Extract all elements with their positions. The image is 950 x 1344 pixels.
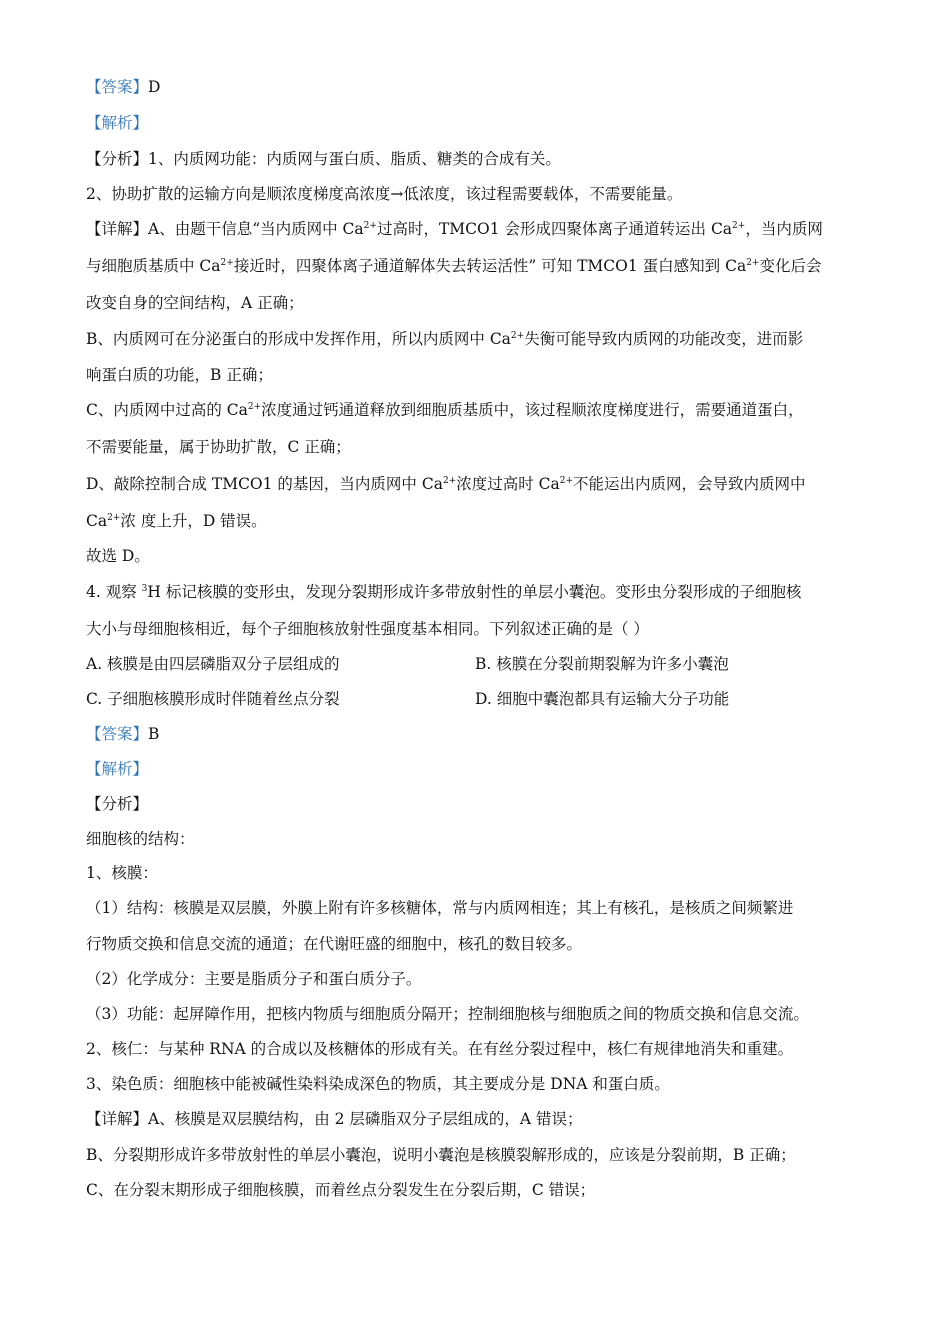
analysis-tag: 【解析】: [86, 114, 149, 132]
q3-detail-b-line1: [86, 327, 803, 349]
text-run: 失衡可能导致内质网的功能改变，进而影: [524, 330, 804, 348]
text-run: 接近时，四聚体离子通道解体失去转运活性” 可知 TMCO1 蛋白感知到 Ca: [233, 257, 747, 275]
answer-tag: 【答案】: [86, 78, 149, 96]
text-run: A、核膜是双层膜结构，由 2 层磷脂双分子层组成的，A 错误；: [148, 1110, 583, 1128]
charge-sup: 2+: [746, 258, 760, 268]
q4-option-c: C. 子细胞核膜形成时伴随着丝点分裂: [86, 690, 340, 708]
q3-detail-c-line2: 不需要能量，属于协助扩散，C 正确；: [86, 438, 351, 456]
charge-sup: 2+: [107, 513, 121, 523]
q3-answer-line: [86, 75, 160, 97]
fenxi-text: 1、内质网功能：内质网与蛋白质、脂质、糖类的合成有关。: [148, 150, 561, 168]
text-run: 浓 度上升，D 错误。: [120, 512, 267, 530]
q4-stem-line2: 大小与母细胞核相近，每个子细胞核放射性强度基本相同。下列叙述正确的是（ ）: [86, 620, 649, 638]
isotope-sup: 3: [141, 584, 148, 594]
q4-answer-line: [86, 722, 159, 744]
q3-detail-a-line3: 改变自身的空间结构，A 正确；: [86, 294, 304, 312]
q4-fenxi-line: 2、核仁：与某种 RNA 的合成以及核糖体的形成有关。在有丝分裂过程中，核仁有规律地消失和重建。: [86, 1040, 794, 1058]
analysis-tag: 【解析】: [86, 760, 149, 778]
q4-fenxi-line: （1）结构：核膜是双层膜，外膜上附有许多核糖体，常与内质网相连；其上有核孔，是核质之间频繁进: [86, 899, 794, 917]
text-run: 变化后会: [759, 257, 822, 275]
answer-value: D: [148, 78, 161, 96]
text-run: A、由题干信息“当内质网中 Ca: [148, 220, 364, 238]
q4-detail-a: [86, 1107, 583, 1129]
q4-fenxi-label: 【分析】: [86, 795, 149, 813]
detail-label: 【详解】: [86, 220, 149, 238]
q3-fenxi-line: [86, 147, 561, 169]
q4-fenxi-line: 细胞核的结构：: [86, 830, 195, 848]
q4-detail-b: B、分裂期形成许多带放射性的单层小囊泡，说明小囊泡是核膜裂解形成的，应该是分裂前期，B 正确；: [86, 1146, 796, 1164]
q3-detail-d-line2: [86, 509, 267, 531]
q4-detail-c: C、在分裂末期形成子细胞核膜，而着丝点分裂发生在分裂后期，C 错误；: [86, 1181, 596, 1199]
q3-detail-a-line2: [86, 254, 821, 276]
charge-sup: 2+: [442, 476, 457, 486]
text-run: 4. 观察: [86, 583, 142, 601]
q4-fenxi-line: （2）化学成分：主要是脂质分子和蛋白质分子。: [86, 970, 422, 988]
charge-sup: 2+: [220, 258, 234, 268]
q3-conclusion: 故选 D。: [86, 547, 150, 565]
q4-option-a: A. 核膜是由四层磷脂双分子层组成的: [86, 655, 340, 673]
charge-sup: 2+: [732, 221, 746, 231]
q3-detail-d-line1: [86, 472, 806, 494]
q3-fenxi-line2: 2、协助扩散的运输方向是顺浓度梯度高浓度→低浓度，该过程需要载体，不需要能量。: [86, 185, 683, 203]
answer-tag: 【答案】: [86, 725, 149, 743]
text-run: C、内质网中过高的 Ca: [86, 401, 248, 419]
q4-option-d: D. 细胞中囊泡都具有运输大分子功能: [475, 690, 730, 708]
q4-analysis-tag: [86, 757, 148, 779]
text-run: 不能运出内质网，会导致内质网中: [573, 475, 806, 493]
q4-fenxi-line: 1、核膜：: [86, 864, 158, 882]
charge-sup: 2+: [363, 221, 377, 231]
q4-fenxi-line: （3）功能：起屏障作用，把核内物质与细胞质分隔开；控制细胞核与细胞质之间的物质交换和信息交流。: [86, 1005, 809, 1023]
fenxi-label: 【分析】: [86, 150, 149, 168]
text-run: 浓度通过钙通道释放到细胞质基质中，该过程顺浓度梯度进行，需要通道蛋白，: [261, 401, 804, 419]
text-run: H 标记核膜的变形虫，发现分裂期形成许多带放射性的单层小囊泡。变形虫分裂形成的子细胞核: [147, 583, 802, 601]
text-run: Ca: [86, 512, 108, 530]
text-run: 过高时，TMCO1 会形成四聚体离子通道转运出 Ca: [376, 220, 733, 238]
q4-stem-line1: [86, 580, 801, 602]
text-run: ，当内质网: [745, 220, 823, 238]
q3-detail-a-line1: [86, 217, 823, 239]
charge-sup: 2+: [559, 476, 574, 486]
q4-option-b: B. 核膜在分裂前期裂解为许多小囊泡: [475, 655, 729, 673]
q3-detail-b-line2: 响蛋白质的功能，B 正确；: [86, 366, 273, 384]
text-run: D、敲除控制合成 TMCO1 的基因，当内质网中 Ca: [86, 475, 443, 493]
charge-sup: 2+: [510, 331, 525, 341]
q4-fenxi-line: 行物质交换和信息交流的通道；在代谢旺盛的细胞中，核孔的数目较多。: [86, 935, 583, 953]
text-run: 与细胞质基质中 Ca: [86, 257, 221, 275]
q3-detail-c-line1: [86, 398, 804, 420]
charge-sup: 2+: [247, 402, 262, 412]
q4-fenxi-line: 3、染色质：细胞核中能被碱性染料染成深色的物质，其主要成分是 DNA 和蛋白质。: [86, 1075, 670, 1093]
text-run: B、内质网可在分泌蛋白的形成中发挥作用，所以内质网中 Ca: [86, 330, 511, 348]
answer-value: B: [148, 725, 160, 743]
text-run: 浓度过高时 Ca: [456, 475, 560, 493]
q3-analysis-tag: [86, 111, 148, 133]
detail-label: 【详解】: [86, 1110, 149, 1128]
